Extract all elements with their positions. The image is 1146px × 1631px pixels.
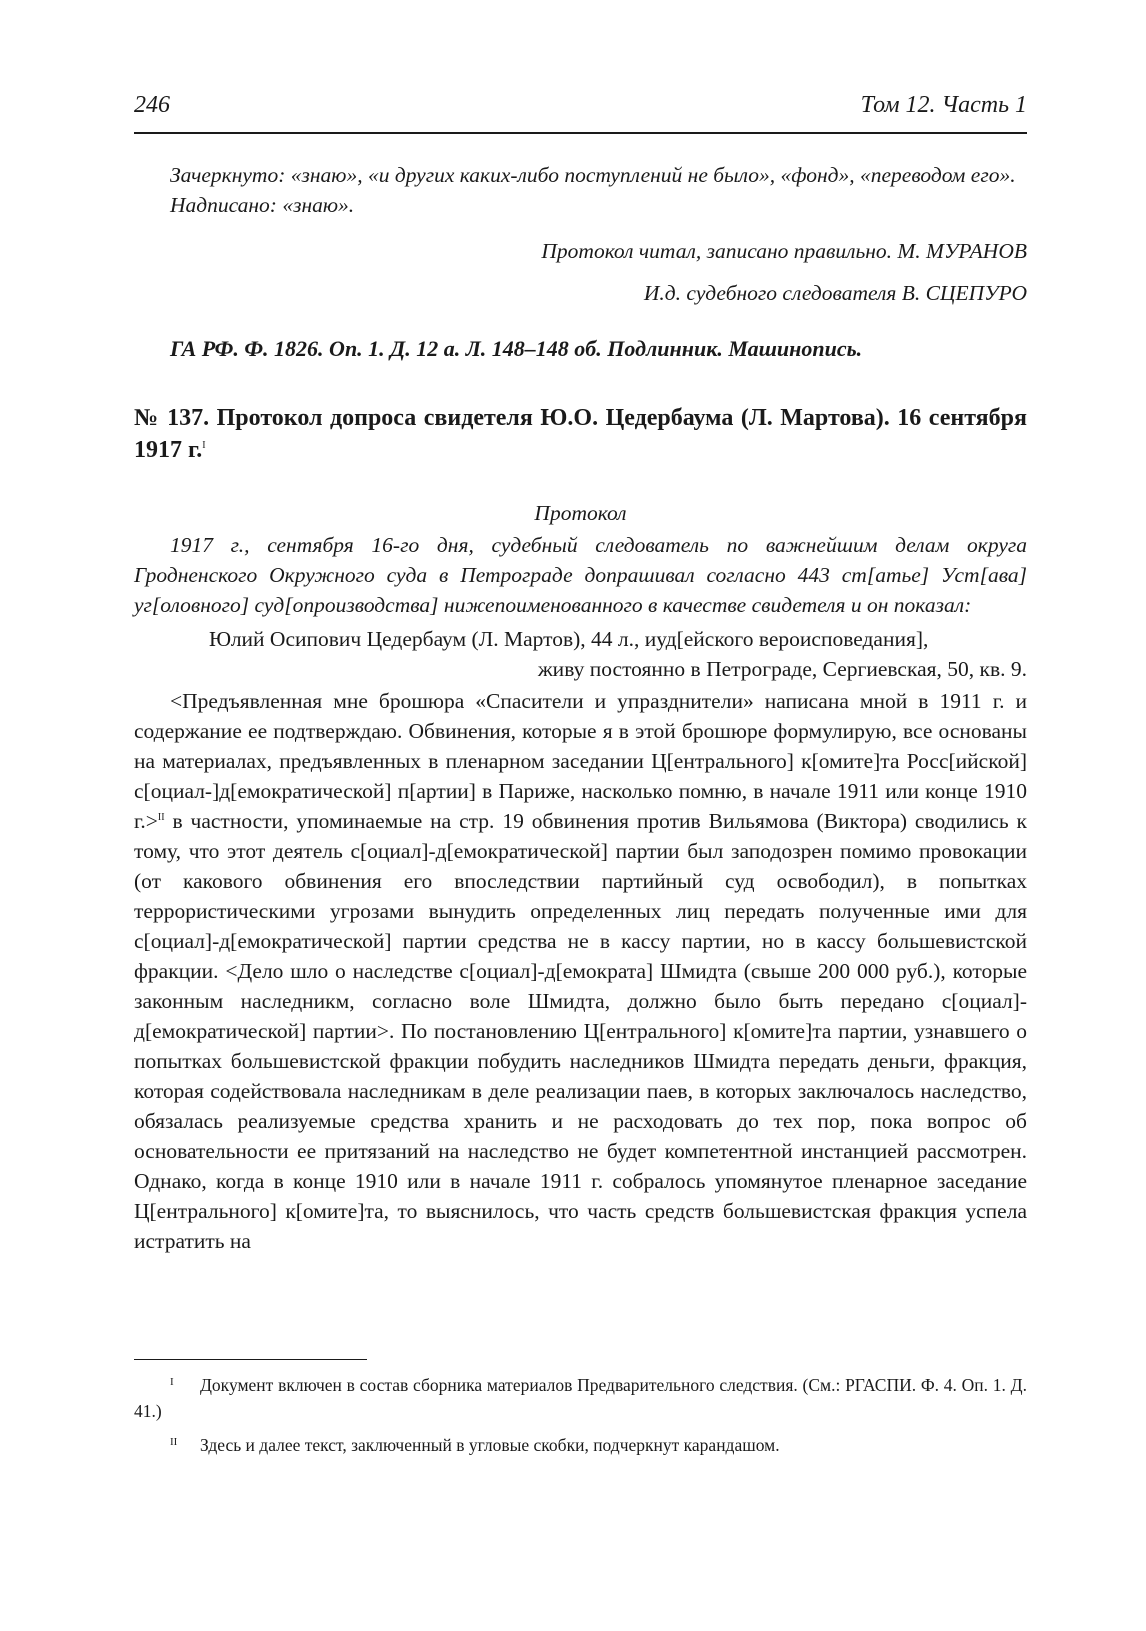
- page-header: [134, 92, 1027, 132]
- footnotes: [134, 1372, 1027, 1458]
- witness-line-2: живу постоянно в Петрограде, Сергиевская, 50, кв. 9.: [537, 657, 1027, 681]
- document-title: [134, 402, 1027, 466]
- footnote-mark: I: [170, 1376, 174, 1388]
- body-footnote-mark: II: [157, 811, 165, 823]
- witness-identity: [209, 624, 1027, 684]
- page-number: 246: [134, 92, 170, 118]
- page-body: [134, 160, 1027, 1256]
- written-above-note: Надписано: «знаю».: [170, 193, 355, 217]
- crossed-out-note: Зачеркнуто: «знаю», «и других каких-либо поступлений не было», «фонд», «переводом его».: [170, 163, 1016, 187]
- archive-reference: ГА РФ. Ф. 1826. Оп. 1. Д. 12 а. Л. 148–148 об. Подлинник. Машинопись.: [170, 336, 863, 361]
- footnote: [134, 1372, 1027, 1424]
- title-footnote-mark: I: [202, 440, 206, 451]
- footnote-divider: [134, 1359, 367, 1360]
- signature-investigator: И.д. судебного следователя В. СЦЕПУРО: [643, 281, 1027, 305]
- witness-line-1: Юлий Осипович Цедербаум (Л. Мартов), 44 л., иуд[ейского вероисповедания],: [209, 627, 929, 651]
- header-divider: [134, 132, 1027, 134]
- protocol-intro: 1917 г., сентября 16-го дня, судебный следователь по важнейшим делам округа Гродненского Окружного суда в Петрограде допрашивал согласно 443 ст[атье] Уст[ава] уг[оловного] суд[опроизводства] нижепоименованного в качестве свидетеля и он показал:: [134, 533, 1027, 617]
- footnote-text: Документ включен в состав сборника материалов Предварительного следствия. (См.: РГАСПИ. Ф. 4. Оп. 1. Д. 41.): [134, 1375, 1027, 1421]
- testimony-part-2: в частности, упоминаемые на стр. 19 обвинения против Вильямова (Виктора) сводились к тому, что этот деятель с[оциал]-д[емократической] партии был заподозрен помимо провокации (от какового обвинения его впоследствии партийный суд освободил), в попытках террористическими угрозами вынудить определенных лиц передать полученные ими для с[оциал]-д[емократической] партии средства не в кассу партии, но в кассу большевистской фракции. <Дело шло о наследстве с[оциал]-д[емократа] Шмидта (свыше 200 000 руб.), которые законным наследникм, согласно воле Шмидта, должно было быть передано с[оциал]-д[емократической] партии>. По постановлению Ц[ентрального] к[омите]та партии, узнавшего о попытках большевистской фракции побудить наследников Шмидта передать деньги, фракция, которая содействовала наследникам в деле реализации паев, в которых заключалось наследство, обязалась реализуемые средства хранить и не расходовать до тех пор, пока вопрос об основательности ее притязаний на наследство не будет компетентной инстанцией рассмотрен. Однако, когда в конце 1910 или в начале 1911 г. собралось упомянутое пленарное заседание Ц[ентрального] к[омите]та, то выяснилось, что часть средств большевистская фракция успела истратить на: [134, 809, 1027, 1253]
- protocol-heading: Протокол: [534, 501, 627, 525]
- footnote-text: Здесь и далее текст, заключенный в угловые скобки, подчеркнут карандашом.: [200, 1435, 780, 1455]
- volume-label: Том 12. Часть 1: [860, 92, 1027, 118]
- testimony-text: [134, 686, 1027, 1256]
- testimony-part-1: <Предъявленная мне брошюра «Спасители и упразднители» написана мной в 1911 г. и содержание ее подтверждаю. Обвинения, которые я в этой брошюре формулирую, все основаны на материалах, предъявленных в пленарном заседании Ц[ентрального] к[омите]та Росс[ийской] с[оциал-]д[емократической] п[артии] в Париже, насколько помню, в начале 1911 или конце 1910 г.>: [134, 689, 1027, 833]
- signature-witness: Протокол читал, записано правильно. М. МУРАНОВ: [541, 239, 1027, 263]
- footnote: [134, 1432, 1027, 1458]
- footnote-mark: II: [170, 1436, 178, 1448]
- document-title-text: № 137. Протокол допроса свидетеля Ю.О. Цедербаума (Л. Мартова). 16 сентября 1917 г.: [134, 405, 1027, 463]
